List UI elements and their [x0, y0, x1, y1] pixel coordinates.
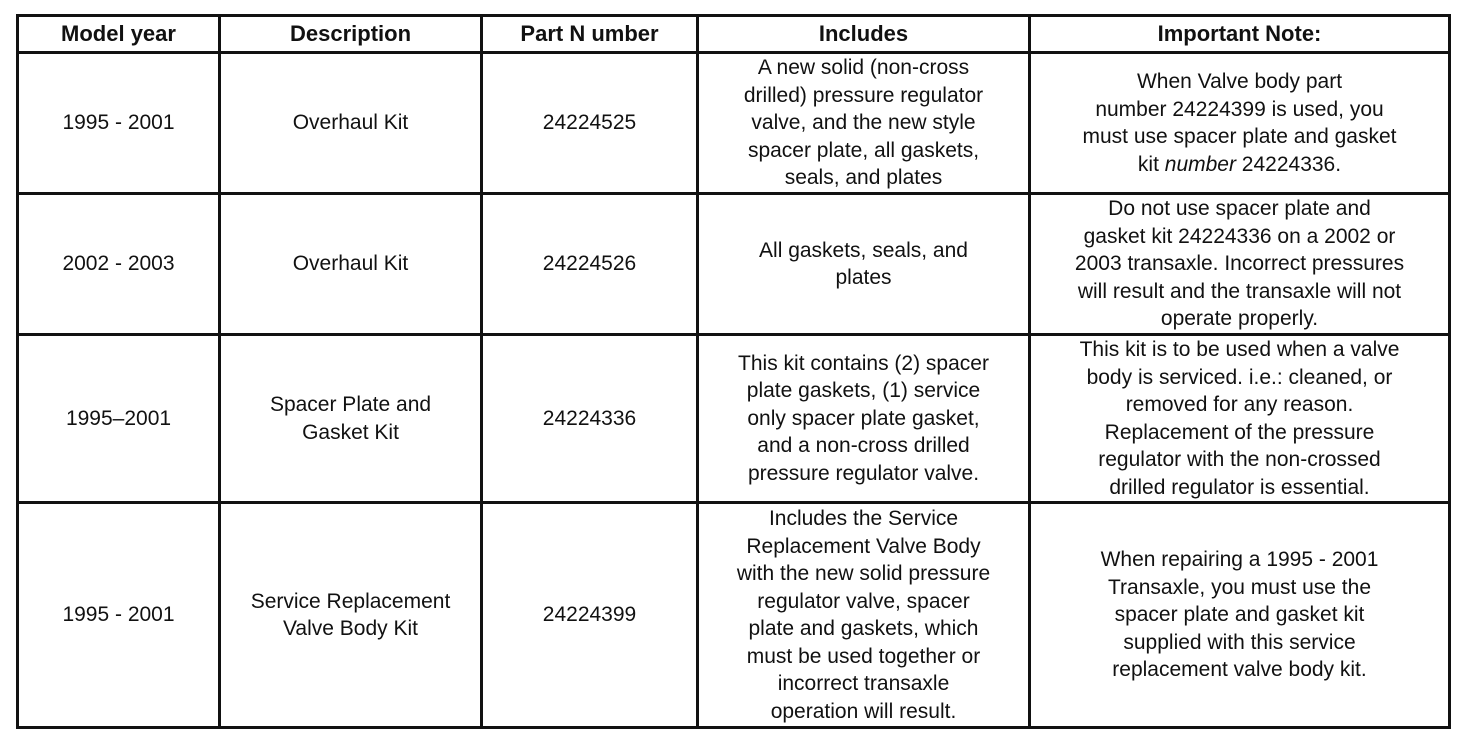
note-line: gasket kit 24224336 on a 2002 or — [1083, 224, 1396, 248]
includes-line: This kit contains (2) spacer — [738, 351, 989, 375]
includes-line: only spacer plate gasket, — [747, 406, 980, 430]
includes-cell — [698, 335, 1030, 503]
part-number-cell: 24224336 — [482, 335, 698, 503]
includes-line: plate and gaskets, which — [748, 617, 979, 640]
model-year-cell: 1995 - 2001 — [18, 503, 220, 728]
model-year-cell: 1995 - 2001 — [18, 53, 220, 194]
note-text: kit — [1137, 152, 1165, 176]
description-line: Gasket Kit — [302, 420, 399, 444]
header-description: Description — [220, 16, 482, 53]
header-important-note: Important Note: — [1030, 16, 1450, 53]
includes-line: incorrect transaxle — [777, 672, 950, 695]
model-year-cell: 2002 - 2003 — [18, 194, 220, 335]
description-line: Overhaul Kit — [292, 252, 409, 276]
note-cell — [1030, 503, 1450, 728]
note-cell — [1030, 53, 1450, 194]
includes-line: must be used together or — [746, 644, 981, 668]
note-text: 24224336. — [1235, 152, 1342, 176]
part-number-cell: 24224525 — [482, 53, 698, 194]
parts-table — [16, 14, 1451, 729]
description-line: Overhaul Kit — [292, 111, 409, 135]
note-line: body is serviced. i.e.: cleaned, or — [1086, 365, 1393, 389]
note-line: must use spacer plate and gasket — [1082, 125, 1397, 148]
note-line: operate properly. — [1160, 307, 1319, 331]
description-cell — [220, 194, 482, 335]
description-line: Spacer Plate and — [269, 393, 432, 416]
note-line: spacer plate and gasket kit — [1114, 603, 1365, 627]
includes-cell — [698, 503, 1030, 728]
note-line: When repairing a 1995 - 2001 — [1100, 548, 1379, 572]
includes-line: regulator valve, spacer — [757, 589, 970, 613]
table-row — [18, 194, 1450, 335]
description-cell — [220, 335, 482, 503]
includes-line: operation will result. — [770, 699, 957, 723]
note-line: When Valve body part — [1136, 70, 1343, 93]
model-year-cell: 1995–2001 — [18, 335, 220, 503]
description-cell — [220, 503, 482, 728]
note-line: Transaxle, you must use the — [1107, 575, 1371, 599]
includes-line: A new solid (non-cross — [757, 56, 970, 80]
part-number-cell: 24224526 — [482, 194, 698, 335]
note-line — [1037, 151, 1442, 179]
includes-line: with the new solid pressure — [736, 562, 991, 585]
includes-line: All gaskets, seals, and — [759, 238, 968, 262]
note-line: removed for any reason. — [1125, 393, 1354, 416]
includes-line: and a non-cross drilled — [757, 434, 970, 458]
note-cell — [1030, 194, 1450, 335]
includes-line: drilled) pressure regulator — [743, 83, 984, 107]
header-model-year: Model year — [18, 16, 220, 53]
note-line: number 24224399 is used, you — [1095, 97, 1384, 121]
description-cell — [220, 53, 482, 194]
includes-cell — [698, 53, 1030, 194]
includes-line: seals, and plates — [784, 166, 943, 190]
includes-line: pressure regulator valve. — [747, 461, 980, 485]
includes-cell — [698, 194, 1030, 335]
note-line: replacement valve body kit. — [1112, 658, 1367, 682]
note-line: This kit is to be used when a valve — [1079, 338, 1400, 361]
description-line: Service Replacement — [250, 589, 451, 613]
includes-line: valve, and the new style — [751, 111, 976, 135]
table-row — [18, 335, 1450, 503]
includes-line: Replacement Valve Body — [746, 534, 981, 558]
header-part-number: Part N umber — [482, 16, 698, 53]
note-line: Do not use spacer plate and — [1108, 197, 1371, 221]
includes-line: plates — [835, 266, 892, 289]
table-row — [18, 503, 1450, 728]
table-row — [18, 53, 1450, 194]
includes-line: plate gaskets, (1) service — [746, 379, 981, 403]
description-line: Valve Body Kit — [282, 617, 418, 640]
header-includes: Includes — [698, 16, 1030, 53]
note-line: will result and the transaxle will not — [1077, 279, 1402, 303]
note-cell — [1030, 335, 1450, 503]
part-number-cell: 24224399 — [482, 503, 698, 728]
note-line: drilled regulator is essential. — [1109, 475, 1370, 499]
note-line: regulator with the non-crossed — [1098, 448, 1381, 471]
note-italic-text: number — [1164, 152, 1236, 176]
note-line: 2003 transaxle. Incorrect pressures — [1074, 252, 1405, 276]
includes-line: Includes the Service — [768, 507, 959, 530]
header-row — [18, 16, 1450, 53]
note-line: supplied with this service — [1123, 630, 1356, 654]
includes-line: spacer plate, all gaskets, — [747, 138, 980, 162]
note-line: Replacement of the pressure — [1104, 420, 1375, 444]
